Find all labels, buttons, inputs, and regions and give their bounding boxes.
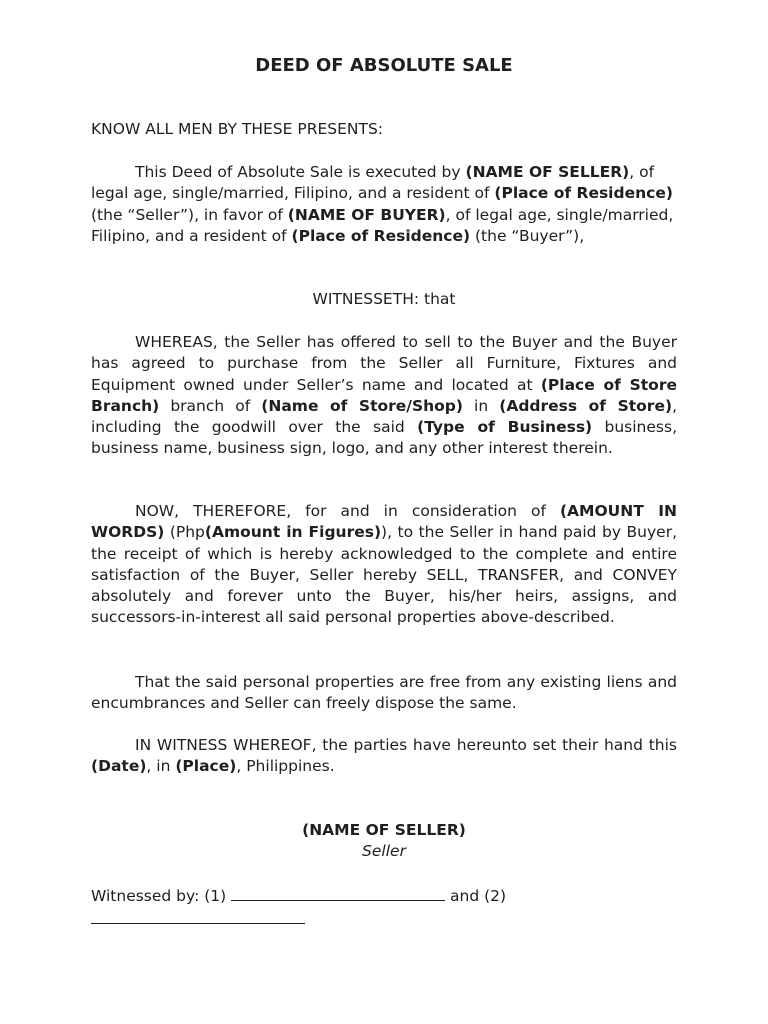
opening-line: KNOW ALL MEN BY THESE PRESENTS: bbox=[91, 120, 384, 138]
whereas-text: WHEREAS, the Seller has offered to sell to the Buyer and the Buyer has agreed to purchase from the Seller all Furniture, Fixtures and Equipment owned under Seller’s name and located at bbox=[91, 333, 677, 394]
intro-text: , of legal age, single/married, Filipino, and a resident of bbox=[91, 163, 655, 203]
date-placeholder: (Date) bbox=[91, 757, 147, 776]
buyer-name-placeholder: (NAME OF BUYER) bbox=[287, 205, 446, 224]
amount-words-placeholder: (AMOUNT IN WORDS) bbox=[91, 502, 677, 542]
witness-whereof-text: IN WITNESS WHEREOF, the parties have hereunto set their hand this bbox=[135, 736, 677, 754]
now-therefore-text: (Php bbox=[164, 523, 205, 542]
document-title: DEED OF ABSOLUTE SALE bbox=[255, 55, 513, 76]
now-therefore-text: ), to the Seller in hand paid by Buyer, the receipt of which is hereby acknowledged to the complete and entire satisfaction of the Buyer, Seller hereby SELL, TRANSFER, and CONVEY absolutely and forever unto the Buyer, his/her heirs, assigns, and successors-in-interest all said personal properties above-described. bbox=[91, 523, 678, 627]
liens-paragraph: That the said personal properties are free from any existing liens and encumbrances and Seller can freely dispose the same. bbox=[91, 673, 677, 713]
seller-residence-placeholder: (Place of Residence) bbox=[494, 184, 673, 203]
whereas-text: branch of bbox=[159, 396, 262, 415]
witness-whereof-text: , in bbox=[146, 757, 176, 776]
intro-text: This Deed of Absolute Sale is executed by bbox=[135, 163, 466, 181]
intro-text: (the “Seller”), in favor of bbox=[91, 205, 288, 224]
buyer-residence-placeholder: (Place of Residence) bbox=[291, 226, 471, 245]
intro-text: (the “Buyer”), bbox=[470, 226, 585, 245]
witnessed-and-label: and (2) bbox=[445, 887, 507, 905]
amount-figures-placeholder: (Amount in Figures) bbox=[204, 523, 382, 542]
witness-whereof-paragraph bbox=[91, 735, 677, 778]
whereas-text: in bbox=[462, 396, 500, 415]
witnesseth-line: WITNESSETH: that bbox=[312, 290, 456, 308]
seller-signature-block bbox=[91, 820, 677, 863]
store-address-placeholder: (Address of Store) bbox=[499, 396, 673, 415]
now-therefore-paragraph bbox=[91, 501, 677, 629]
now-therefore-text: NOW, THEREFORE, for and in consideration of bbox=[135, 502, 560, 520]
document-page bbox=[91, 0, 677, 1024]
witness-1-signature-line bbox=[231, 884, 445, 901]
store-branch-placeholder: (Place of Store Branch) bbox=[91, 375, 677, 415]
store-name-placeholder: (Name of Store/Shop) bbox=[261, 396, 463, 415]
place-placeholder: (Place) bbox=[175, 757, 237, 776]
witness-2-signature-line bbox=[91, 907, 305, 924]
intro-paragraph bbox=[91, 162, 677, 247]
witness-whereof-text: , Philippines. bbox=[236, 757, 335, 776]
whereas-text: business, business name, business sign, logo, and any other interest therein. bbox=[91, 418, 677, 458]
intro-text: , of legal age, single/married, Filipino, and a resident of bbox=[91, 205, 674, 245]
seller-name-placeholder: (NAME OF SELLER) bbox=[465, 163, 630, 181]
signature-seller-role: Seller bbox=[362, 842, 406, 861]
witnesses-block bbox=[91, 884, 677, 931]
whereas-text: , including the goodwill over the said bbox=[91, 396, 677, 437]
business-type-placeholder: (Type of Business) bbox=[417, 418, 593, 437]
signature-seller-name: (NAME OF SELLER) bbox=[302, 821, 466, 839]
witnessed-by-label: Witnessed by: (1) bbox=[91, 887, 232, 905]
whereas-paragraph bbox=[91, 332, 677, 460]
